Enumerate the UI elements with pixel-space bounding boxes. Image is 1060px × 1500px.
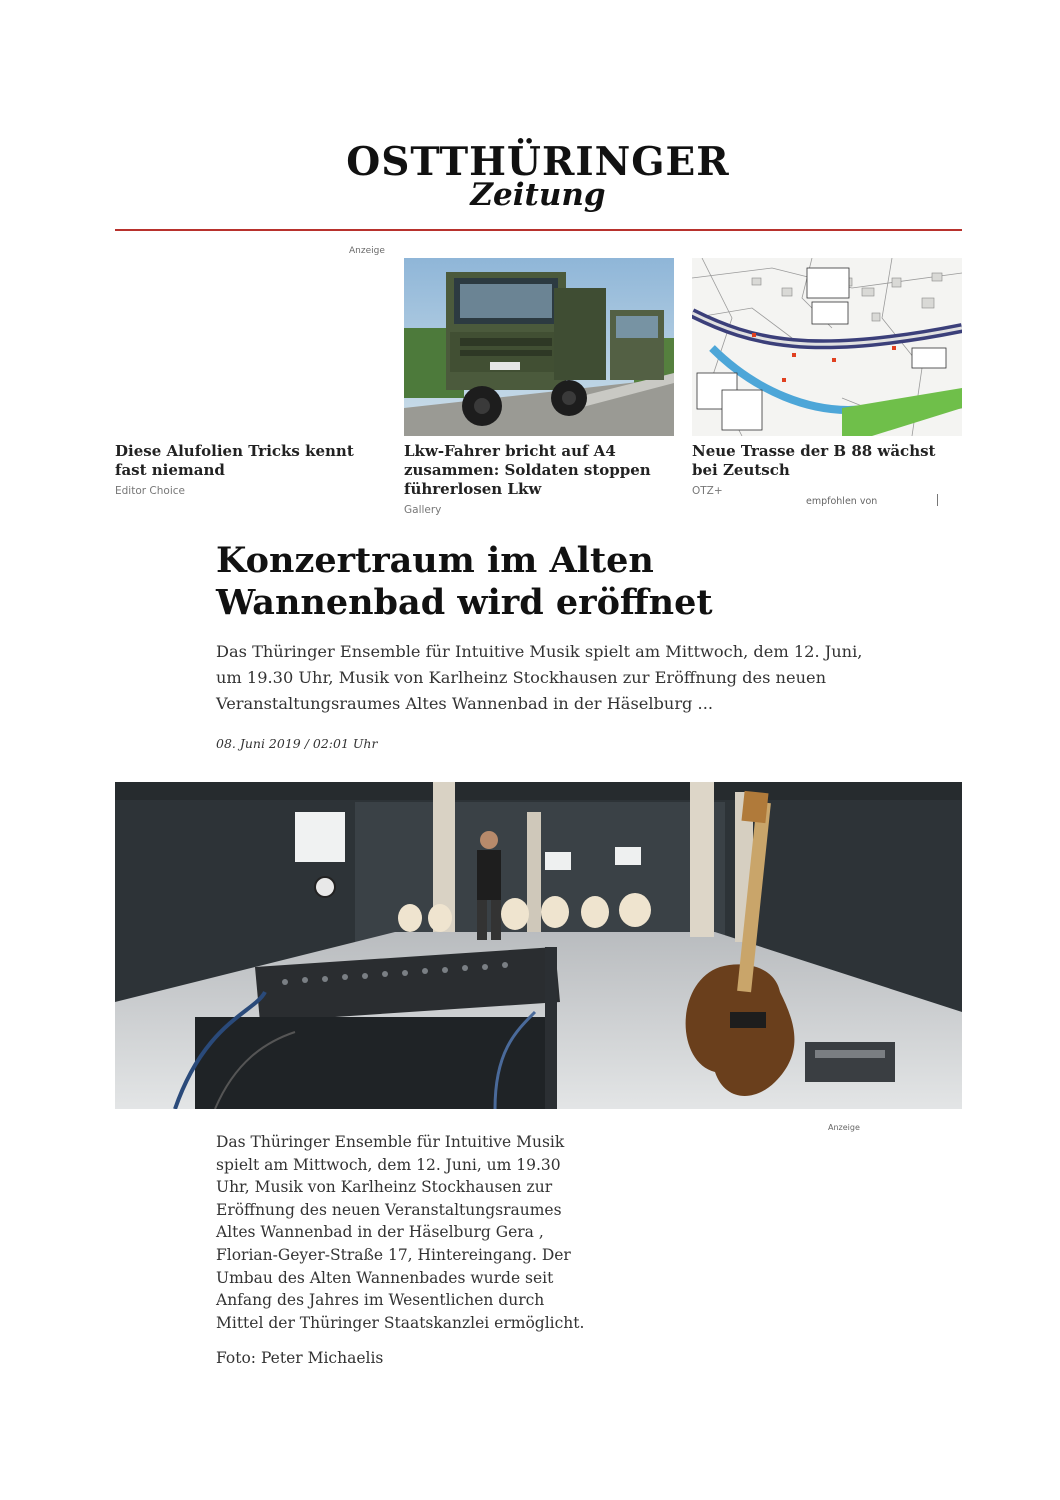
article-dateline: 08. Juni 2019 / 02:01 Uhr <box>216 736 378 751</box>
masthead-line-1: OSTTHÜRINGER <box>346 139 730 185</box>
article-body: Das Thüringer Ensemble für Intuitive Musik spielt am Mittwoch, dem 12. Juni, um 19.30 Uhr, Musik von Karlheinz Stockhausen zur Eröffnung des neuen Veranstaltungsraumes Altes Wannenbad in der Häselburg Gera , Florian-Geyer-Straße 17, Hintereingang. Der Umbau des Alten Wannenbades wurde seit Anfang des Jahres im Wesentlichen durch Mittel der Thüringer Staatskanzlei ermöglicht. <box>216 1133 585 1332</box>
teaser-card[interactable] <box>404 258 674 516</box>
masthead-logo[interactable] <box>0 140 1060 212</box>
teaser-card[interactable] <box>692 258 962 497</box>
teaser-title[interactable]: Neue Trasse der B 88 wächst bei Zeutsch <box>692 442 936 479</box>
article-headline: Konzertraum im Alten Wannenbad wird eröffnet <box>216 540 713 623</box>
ad-label: Anzeige <box>828 1123 860 1132</box>
recommended-by-logo <box>937 494 938 506</box>
teaser-image-map[interactable] <box>692 258 962 436</box>
article-photo[interactable] <box>115 782 962 1109</box>
recommended-by-label: empfohlen von <box>806 496 878 507</box>
ad-label: Anzeige <box>349 246 385 256</box>
teaser-source: OTZ+ <box>692 485 723 497</box>
header-rule <box>115 229 962 231</box>
article-lead: Das Thüringer Ensemble für Intuitive Musik spielt am Mittwoch, dem 12. Juni, um 19.30 Uhr, Musik von Karlheinz Stockhausen zur Eröffnung des neuen Veranstaltungsraumes Altes Wannenbad in der Häselburg ... <box>216 642 863 713</box>
teaser-image-placeholder <box>115 258 385 436</box>
teaser-source: Editor Choice <box>115 485 185 497</box>
teaser-source: Gallery <box>404 504 442 516</box>
teaser-card[interactable] <box>115 258 385 497</box>
teaser-image-truck[interactable] <box>404 258 674 436</box>
teaser-title[interactable]: Diese Alufolien Tricks kennt fast niemand <box>115 442 354 479</box>
teaser-title[interactable]: Lkw-Fahrer bricht auf A4 zusammen: Soldaten stoppen führerlosen Lkw <box>404 442 651 498</box>
masthead-line-2: Zeitung <box>470 177 606 213</box>
photo-credit: Foto: Peter Michaelis <box>216 1349 384 1367</box>
